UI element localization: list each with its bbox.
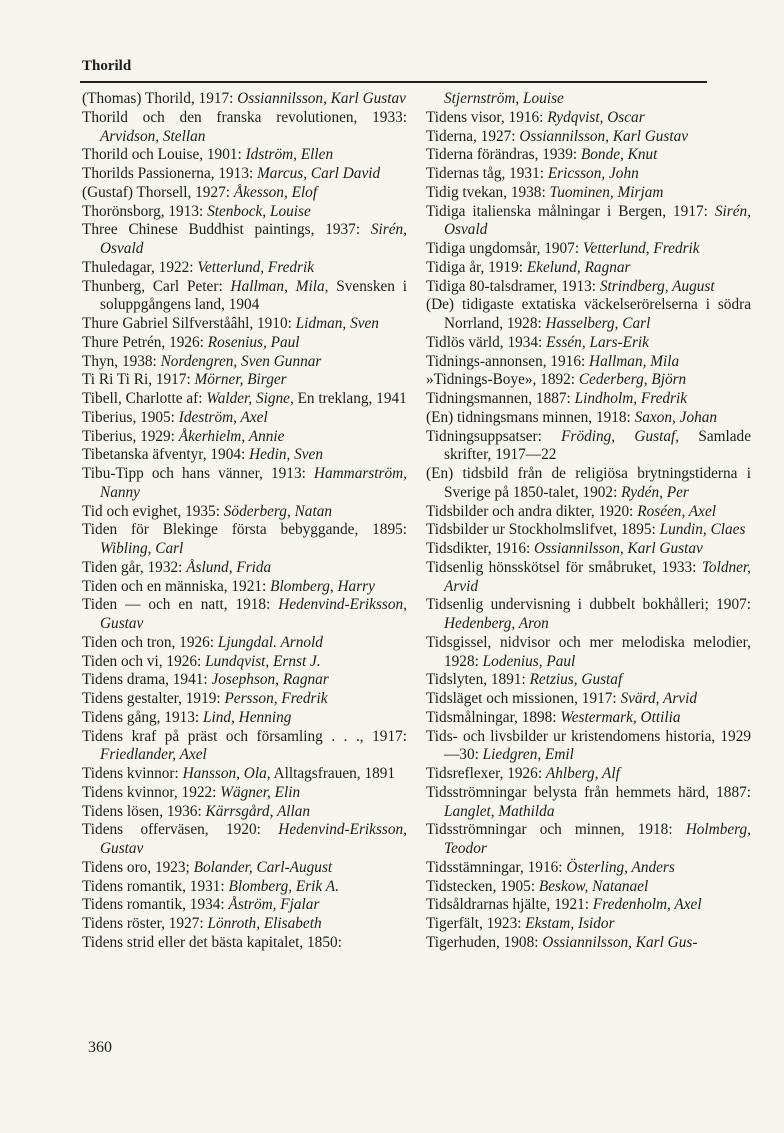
entry-rest: , Alltagsfrauen, 1891 [266,765,396,782]
entry-author: Stenbock, Louise [207,202,311,220]
entry-author: Wägner, Elin [220,783,301,801]
entry-author: Lindholm, Fredrik [574,390,688,407]
entry-title: Tidsbilder och andra dikter, 1920: [426,502,638,520]
entry-author: Lundqvist, Ernst J. [205,652,321,670]
header-rule [80,81,707,83]
index-entry [82,146,407,165]
index-entry [82,690,407,709]
entry-title: Tidsdikter, 1916: [426,540,535,557]
entry-title: Tidig tvekan, 1938: [426,183,550,201]
index-entry [82,634,407,653]
entry-author: Kärrsgård, Allan [205,802,311,820]
index-entry [82,521,407,559]
entry-author: Bonde, Knut [580,146,658,164]
index-entry [426,634,751,672]
entry-title: Tidens röster, 1927: [82,915,208,932]
entry-author: Hedin, Sven [249,446,323,464]
entry-author: Hasselberg, Carl [545,315,651,332]
index-entry [426,390,751,409]
entry-title: Tidens romantik, 1931: [82,877,229,895]
entry-author: Friedlander, Axel [100,746,207,764]
entry-title: (En) tidningsmans minnen, 1918: [426,408,635,426]
index-entry [82,353,407,372]
entry-title: Thure Petrén, 1926: [82,333,208,351]
index-entry [82,90,407,109]
entry-author: Walder, Signe [206,390,290,407]
entry-author: Westermark, Ottilia [560,708,681,726]
entry-title: Tidens lösen, 1936: [82,802,206,820]
entry-title: Tid och evighet, 1935: [82,502,224,520]
entry-author: Toldner, Arvid [444,558,751,595]
entry-title: Tidsenlig undervisning i dubbelt bokhålleri; 1907: [426,596,751,614]
entry-title: Tidiga år, 1919: [426,258,527,276]
index-entry [82,334,407,353]
index-entry [82,803,407,822]
index-entry [426,371,751,390]
entry-title: Thorilds Passionerna, 1913: [82,165,258,182]
entry-author: Ossiannilsson, Karl Gustav [534,540,703,557]
entry-title: Tibu-Tipp och hans vänner, 1913: [82,465,314,482]
entry-author: Roséen, Axel [637,502,716,520]
index-entry [426,203,751,241]
index-entry [82,915,407,934]
entry-title: Tigerhuden, 1908: [426,933,543,951]
index-entry [82,934,407,953]
entry-title: Tibell, Charlotte af: [82,390,207,407]
entry-title: Tidsstämningar, 1916: [426,858,567,876]
entry-author: Lind, Henning [202,708,292,726]
entry-rest: , Samlade skrifter, 1917—22 [444,427,751,464]
index-entry [426,521,751,540]
entry-author: Ideström, Axel [178,408,268,426]
entry-author: Tuominen, Mirjam [549,183,664,201]
entry-title: Thyn, 1938: [82,352,161,370]
index-entry [82,896,407,915]
index-entry [82,390,407,409]
entry-author: Bolander, Carl-August [193,858,333,876]
entry-title: Tidernas tåg, 1931: [426,165,548,182]
entry-author: Åström, Fjalar [228,896,320,914]
entry-author: Lundin, Claes [659,521,746,539]
entry-title: Tidens kraf på präst och församling . . ., 1917: [82,727,407,745]
entry-title: (En) tidsbild från de religiösa brytningstiderna i Sverige på 1850-talet, 1902: [426,465,751,501]
entry-author: Ossiannilsson, Karl Gus- [542,933,698,951]
entry-title: Thuledagar, 1922: [82,258,198,276]
entry-author: Saxon, Johan [634,408,718,426]
entry-title: Tidens visor, 1916: [426,108,548,126]
entry-author: Blomberg, Harry [270,577,375,595]
entry-title: Tiderna förändras, 1939: [426,146,581,164]
entry-title: Tidens drama, 1941: [82,671,212,689]
entry-author: Retzius, Gustaf [529,671,623,689]
index-entry [426,540,751,559]
index-entry [426,821,751,859]
entry-title: Tidsströmningar belysta från hemmets härd, 1887: [426,783,751,801]
entry-author: Langlet, Mathilda [444,802,555,820]
entry-title: Tidstecken, 1905: [426,877,539,895]
entry-author: Ekstam, Isidor [525,915,615,932]
index-entry [426,128,751,147]
index-entry [82,559,407,578]
entry-author: Strindberg, August [599,277,715,295]
entry-title: Tiberius, 1929: [82,427,179,445]
index-entry [82,428,407,447]
entry-author: Hedenberg, Aron [444,615,549,632]
entry-title: Tiden — och en natt, 1918: [82,596,279,614]
index-entry [426,728,751,766]
entry-author: Ossiannilsson, Karl Gustav [519,127,689,145]
entry-author: Söderberg, Natan [223,502,332,520]
index-entry [426,465,751,503]
index-entry [82,315,407,334]
entry-title: Tiden och tron, 1926: [82,633,218,651]
entry-author: Liedgren, Emil [482,746,574,764]
entry-title: Thunberg, Carl Peter: [82,277,231,295]
entry-author: Blomberg, Erik A. [228,877,339,895]
index-entry [426,428,751,466]
entry-title: Tidens strid eller det bästa kapitalet, 1850: [82,933,342,951]
entry-title: Tidsenlig hönsskötsel för småbruket, 1933: [426,558,702,576]
index-entry [426,90,751,109]
entry-author: Svärd, Arvid [620,690,697,707]
entry-author: Hallman, Mila [230,277,325,295]
page-number: 360 [88,1039,112,1056]
entry-title: Thorönsborg, 1913: [82,202,208,220]
entry-author: Nordengren, Sven Gunnar [160,352,322,370]
index-entry [426,409,751,428]
index-entry [426,240,751,259]
entry-author: Essén, Lars-Erik [546,333,649,351]
entry-author: Sirén, Osvald [444,202,751,239]
entry-title: Tidens gång, 1913: [82,708,203,726]
entry-author: Holmberg, Teodor [444,821,751,857]
index-entry [82,878,407,897]
entry-author: Österling, Anders [566,858,675,876]
entry-title: Tiden och vi, 1926: [82,652,206,670]
entry-title: Tidsströmningar och minnen, 1918: [426,821,686,839]
index-entry [82,728,407,766]
entry-author: Hallman, Mila [589,352,680,370]
index-entry [82,671,407,690]
index-entry [426,784,751,822]
entry-title: Tidens oro, 1923; [82,858,194,876]
entry-author: Arvidson, Stellan [100,127,206,145]
entry-title: Tigerfält, 1923: [426,915,526,932]
entry-author: Mörner, Birger [194,371,287,389]
index-entry [82,409,407,428]
index-entry [426,671,751,690]
index-entry [82,578,407,597]
entry-title: Tidsåldrarnas hjälte, 1921: [426,896,593,914]
entry-author: Lönroth, Elisabeth [207,915,322,932]
entry-author: Vetterlund, Fredrik [197,258,315,276]
entry-title: Thure Gabriel Silfverståâhl, 1910: [82,315,296,332]
entry-title: Tidsmålningar, 1898: [426,708,561,726]
entry-author: Rydqvist, Oscar [547,108,645,126]
entry-author: Lodenius, Paul [482,652,576,670]
index-entry [82,221,407,259]
entry-title: (De) tidigaste extatiska väckelserörelserna i södra Norrland, 1928: [426,296,751,332]
entry-title: Tiden och en människa, 1921: [82,577,271,595]
entry-rest: , En treklang, 1941 [289,390,407,407]
right-column [426,90,751,953]
index-entry [82,109,407,147]
index-entry [426,878,751,897]
index-entry [82,503,407,522]
index-entry [426,259,751,278]
entry-title: Tidnings-annonsen, 1916: [426,352,590,370]
index-entry [82,165,407,184]
entry-title: Tidningsmannen, 1887: [426,390,575,407]
entry-author: Stjernström, Louise [444,90,564,107]
entry-author: Fröding, Gustaf [561,427,676,445]
entry-author: Rosenius, Paul [207,333,300,351]
entry-title: Tidsgissel, nidvisor och mer melodiska melodier, 1928: [426,633,751,670]
entry-title: Tidslyten, 1891: [426,671,530,689]
index-entry [82,203,407,222]
entry-author: Åslund, Frida [186,558,272,576]
entry-author: Hammarström, Nanny [100,465,407,501]
entry-author: Ekelund, Ragnar [526,258,631,276]
index-entry [426,296,751,334]
entry-title: (Gustaf) Thorsell, 1927: [82,183,234,201]
running-header: Thorild [82,58,132,74]
index-entry [82,278,407,316]
entry-title: Three Chinese Buddhist paintings, 1937: [82,221,371,239]
entry-title: Tibetanska äfventyr, 1904: [82,446,250,464]
index-entry [82,765,407,784]
entry-title: Tids- och livsbilder ur kristendomens historia, 1929—30: [426,727,751,764]
index-entry [426,859,751,878]
entry-author: Josephson, Ragnar [211,671,329,689]
index-entry [82,709,407,728]
entry-author: Ahlberg, Alf [545,765,620,782]
entry-author: Rydén, Per [621,483,689,501]
entry-title: Tidiga italienska målningar i Bergen, 1917: [426,202,715,220]
index-entry [82,259,407,278]
index-entry [82,784,407,803]
entry-author: Hansson, Ola [182,765,267,782]
entry-author: Idström, Ellen [245,146,334,164]
entry-title: Tidens offerväsen, 1920: [82,821,279,839]
index-entry [426,184,751,203]
entry-title: Tiberius, 1905: [82,408,179,426]
entry-title: Ti Ri Ti Ri, 1917: [82,371,195,389]
index-entry [426,559,751,597]
entry-title: Tiden för Blekinge första bebyggande, 1895: [82,521,407,539]
left-column [82,90,407,953]
index-entry [426,165,751,184]
entry-title: Tidlös värld, 1934: [426,333,547,351]
index-entry [426,353,751,372]
index-entry [426,690,751,709]
entry-title: Tidens kvinnor: [82,765,183,782]
entry-author: Hedenvind-Eriksson, Gustav [100,821,407,857]
entry-author: Beskow, Natanael [538,877,649,895]
entry-title: »Tidnings-Boye», 1892: [426,371,579,389]
index-entry [82,596,407,634]
index-entry [426,503,751,522]
entry-title: Thorild och Louise, 1901: [82,146,246,164]
index-entry [82,371,407,390]
entry-author: Ljungdal. Arnold [217,633,323,651]
entry-title: Tidiga 80-talsdramer, 1913: [426,277,600,295]
index-entry [426,334,751,353]
entry-title: Tidsläget och missionen, 1917: [426,690,621,707]
entry-title: Tidens kvinnor, 1922: [82,783,221,801]
index-entry [82,859,407,878]
entry-title: (Thomas) Thorild, 1917: [82,90,238,107]
entry-author: Sirén, Osvald [100,221,407,257]
index-entry [426,278,751,297]
entry-author: Åkerhielm, Annie [178,427,285,445]
entry-author: Ossiannilsson, Karl Gustav [237,90,406,107]
index-entry [426,934,751,953]
entry-title: Tidsbilder ur Stockholmslifvet, 1895: [426,521,660,539]
entry-title: Tiden går, 1932: [82,558,187,576]
entry-title: Tidens romantik, 1934: [82,896,229,914]
entry-author: Ericsson, John [547,165,639,182]
entry-author: Marcus, Carl David [257,165,381,182]
entry-title: Tidsreflexer, 1926: [426,765,546,782]
index-entry [426,915,751,934]
index-entry [426,146,751,165]
entry-author: Åkesson, Elof [233,183,318,201]
entry-title: Tidningsuppsatser: [426,427,562,445]
entry-title: Thorild och den franska revolutionen, 1933: [82,108,407,126]
index-entry [426,709,751,728]
index-entry [82,446,407,465]
index-entry [426,896,751,915]
entry-title: Tiderna, 1927: [426,127,520,145]
index-entry [82,821,407,859]
entry-author: Vetterlund, Fredrik [582,240,700,257]
index-entry [426,596,751,634]
entry-title: Tidens gestalter, 1919: [82,690,225,707]
entry-author: Lidman, Sven [295,315,379,332]
index-entry [82,465,407,503]
index-entry [82,184,407,203]
index-entry [426,765,751,784]
entry-title: Tidiga ungdomsår, 1907: [426,240,583,257]
entry-author: Persson, Fredrik [224,690,328,707]
entry-author: Hedenvind-Eriksson, Gustav [100,596,407,632]
index-entry [82,653,407,672]
index-entry [426,109,751,128]
entry-author: Cederberg, Björn [578,371,687,389]
entry-author: Fredenholm, Axel [592,896,702,914]
entry-rest: , Svensken i soluppgångens land, 1904 [100,277,407,314]
entry-author: Wibling, Carl [100,540,184,557]
